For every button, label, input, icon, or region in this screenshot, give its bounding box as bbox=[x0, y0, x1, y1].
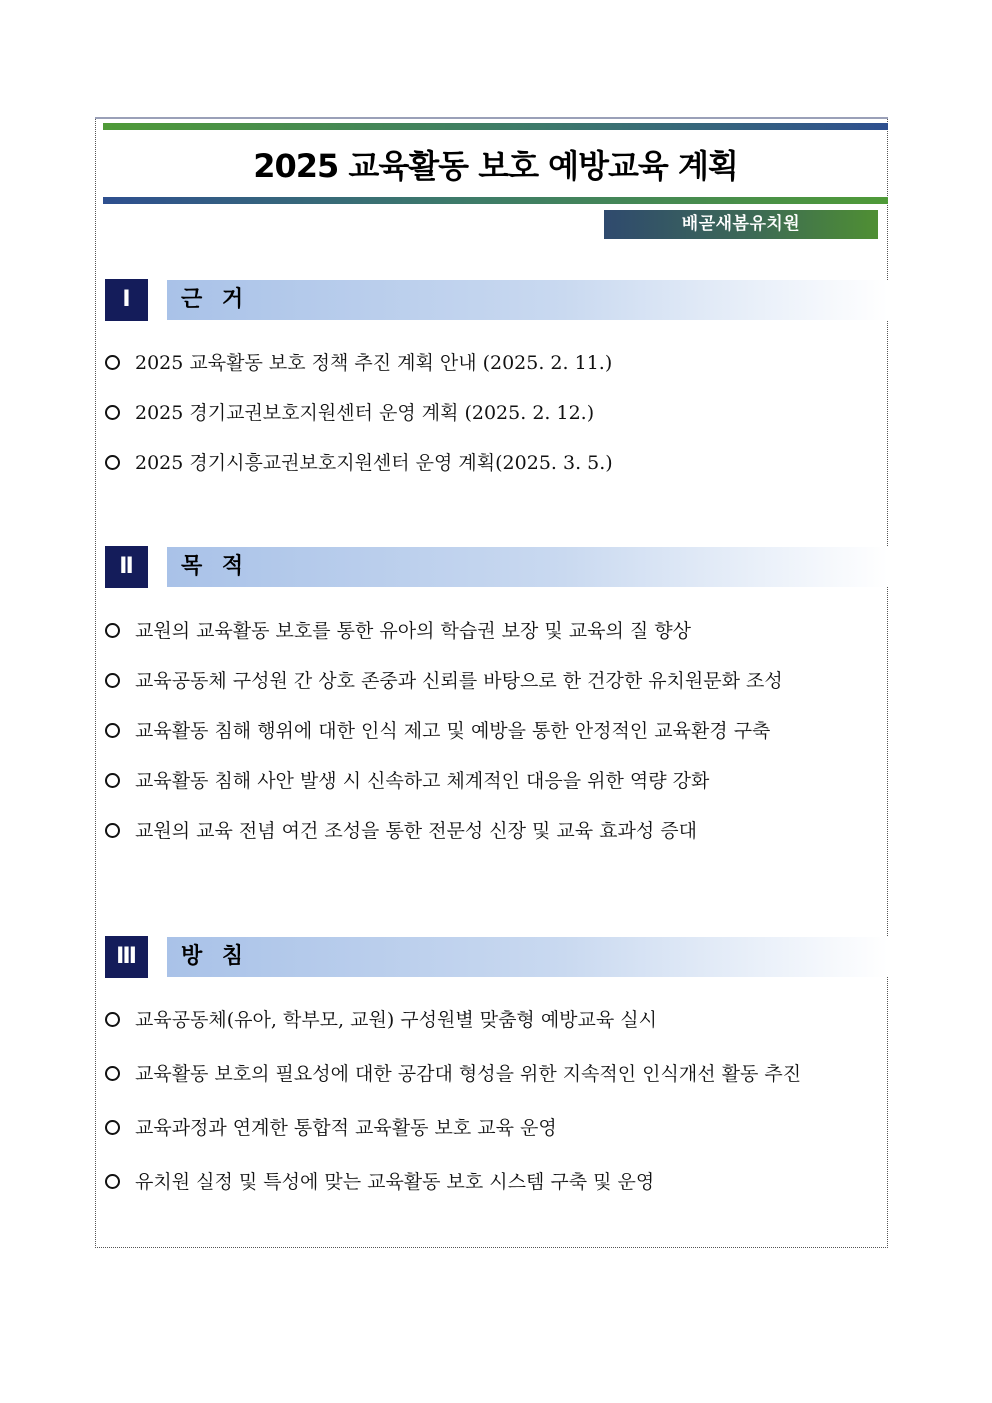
list-item-text: 교육활동 보호의 필요성에 대한 공감대 형성을 위한 지속적인 인식개선 활동 추진 bbox=[135, 1063, 802, 1085]
circle-bullet-icon bbox=[105, 1174, 120, 1189]
section-number: Ⅲ bbox=[105, 936, 148, 978]
circle-bullet-icon bbox=[105, 405, 120, 420]
section-number: Ⅱ bbox=[105, 546, 148, 588]
list-item bbox=[105, 1007, 888, 1033]
circle-bullet-icon bbox=[105, 1066, 120, 1081]
circle-bullet-icon bbox=[105, 773, 120, 788]
list-item-text: 교육공동체(유아, 학부모, 교원) 구성원별 맞춤형 예방교육 실시 bbox=[135, 1009, 657, 1031]
section-title: 목 적 bbox=[181, 554, 250, 579]
circle-bullet-icon bbox=[105, 1012, 120, 1027]
list-item-text: 교육과정과 연계한 통합적 교육활동 보호 교육 운영 bbox=[135, 1117, 557, 1139]
section-title: 근 거 bbox=[181, 287, 250, 312]
section-header-purpose bbox=[105, 546, 888, 588]
circle-bullet-icon bbox=[105, 355, 120, 370]
list-item bbox=[105, 1061, 888, 1087]
list-item bbox=[105, 768, 888, 794]
list-item-text: 교육활동 침해 행위에 대한 인식 제고 및 예방을 통한 안정적인 교육환경 구축 bbox=[135, 720, 771, 742]
list-item bbox=[105, 718, 888, 744]
section-header-basis bbox=[105, 279, 888, 321]
list-item-text: 교원의 교육 전념 여건 조성을 통한 전문성 신장 및 교육 효과성 증대 bbox=[135, 820, 697, 842]
list-item bbox=[105, 1115, 888, 1141]
list-item bbox=[105, 618, 888, 644]
list-item-text: 교육활동 침해 사안 발생 시 신속하고 체계적인 대응을 위한 역량 강화 bbox=[135, 770, 710, 792]
section-label-band bbox=[167, 280, 888, 320]
policy-list bbox=[105, 1007, 888, 1195]
list-item-text: 2025 경기교권보호지원센터 운영 계획 (2025. 2. 12.) bbox=[135, 402, 595, 424]
circle-bullet-icon bbox=[105, 823, 120, 838]
list-item-text: 교육공동체 구성원 간 상호 존중과 신뢰를 바탕으로 한 건강한 유치원문화 조성 bbox=[135, 670, 783, 692]
section-label-band bbox=[167, 937, 888, 977]
list-item bbox=[105, 818, 888, 844]
circle-bullet-icon bbox=[105, 673, 120, 688]
section-title: 방 침 bbox=[181, 944, 250, 969]
list-item-text: 유치원 실정 및 특성에 맞는 교육활동 보호 시스템 구축 및 운영 bbox=[135, 1171, 655, 1193]
basis-list bbox=[105, 350, 888, 476]
list-item bbox=[105, 350, 888, 376]
title-top-bar bbox=[103, 123, 888, 130]
frame-top-line bbox=[95, 117, 888, 119]
list-item bbox=[105, 668, 888, 694]
circle-bullet-icon bbox=[105, 455, 120, 470]
list-item-text: 교원의 교육활동 보호를 통한 유아의 학습권 보장 및 교육의 질 향상 bbox=[135, 620, 691, 642]
list-item bbox=[105, 450, 888, 476]
section-number: Ⅰ bbox=[105, 279, 148, 321]
title-bottom-bar bbox=[103, 197, 888, 204]
circle-bullet-icon bbox=[105, 623, 120, 638]
document-title: 2025 교육활동 보호 예방교육 계획 bbox=[253, 147, 738, 185]
purpose-list bbox=[105, 618, 888, 844]
list-item bbox=[105, 400, 888, 426]
circle-bullet-icon bbox=[105, 1120, 120, 1135]
list-item-text: 2025 교육활동 보호 정책 추진 계획 안내 (2025. 2. 11.) bbox=[135, 352, 613, 374]
section-header-policy bbox=[105, 936, 888, 978]
school-name-badge: 배곧새봄유치원 bbox=[604, 210, 878, 239]
list-item-text: 2025 경기시흥교권보호지원센터 운영 계획(2025. 3. 5.) bbox=[135, 452, 613, 474]
section-label-band bbox=[167, 547, 888, 587]
list-item bbox=[105, 1169, 888, 1195]
circle-bullet-icon bbox=[105, 723, 120, 738]
